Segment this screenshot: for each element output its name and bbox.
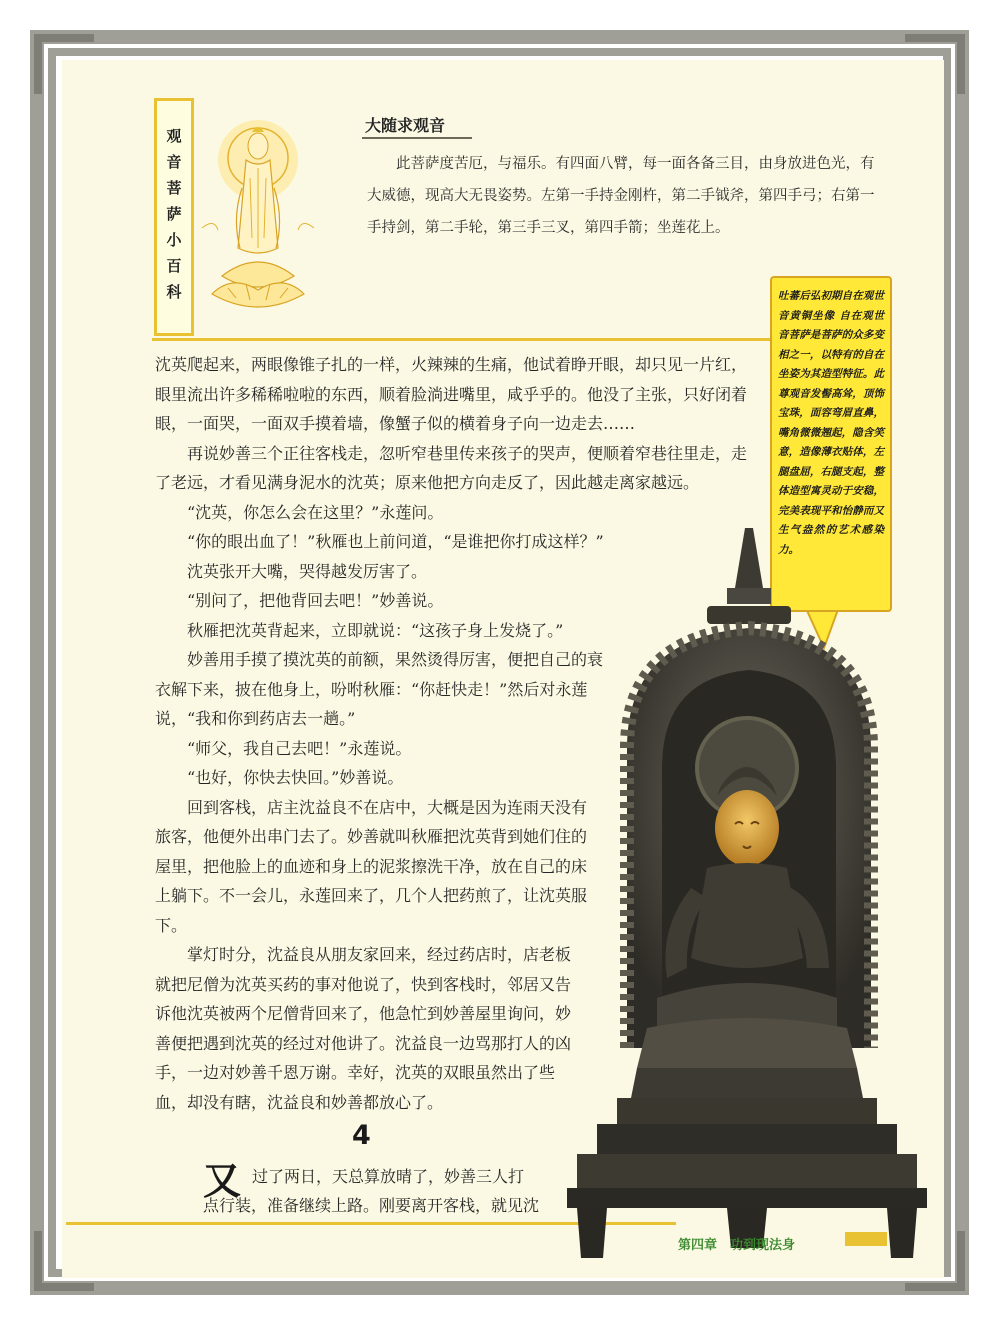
caption-text: 吐蕃后弘初期自在观世音黄铜坐像 自在观世音菩萨是菩萨的众多变相之一，以特有的自在坐姿为其造型特征。此尊观音发髻高耸，顶饰宝珠，面容弯眉直鼻，嘴角微微翘起，隐含笑意，造像薄衣贴体，左腿盘屈，右腿支起，整体造型寓灵动于安稳，完美表现平和怡静而又生气盎然的艺术感染力。 (778, 290, 884, 556)
paragraph: 再说妙善三个正往客栈走，忽听窄巷里传来孩子的哭声，便顺着窄巷往里走，走了老远，才看见满身泥水的沈英；原来他把方向走反了，因此越走离家越远。 (155, 443, 748, 492)
vertical-series-title (154, 98, 194, 336)
title-char: 观 (166, 127, 182, 145)
paragraph: “师父，我自己去吧！”永莲说。 (187, 738, 412, 758)
bronze-avalokiteshvara-statue (567, 528, 947, 1268)
title-char: 百 (166, 257, 182, 275)
chapter-section-number: 4 (352, 1120, 371, 1151)
paragraph-continued: 点行装，准备继续上路。刚要离开客栈，就见沈 (203, 1196, 540, 1215)
paragraph: 秋雁把沈英背起来，立即就说：“这孩子身上发烧了。” (187, 620, 564, 640)
section-title: 大随求观音 (365, 116, 446, 135)
paragraph: “沈英，你怎么会在这里？”永莲问。 (187, 502, 444, 522)
paragraph: 妙善用手摸了摸沈英的前额，果然烫得厉害，便把自己的衰衣解下来，披在他身上，吩咐秋雁：“你赶快走！”然后对永莲说，“我和你到药店去一趟。” (155, 650, 604, 728)
paragraph: “别问了，把他背回去吧！”妙善说。 (187, 591, 444, 610)
title-char: 小 (166, 231, 182, 249)
title-char: 科 (166, 283, 182, 301)
paragraph: 掌灯时分，沈益良从朋友家回来，经过药店时，店老板就把尼僧为沈英买药的事对他说了，快到客栈时，邻居又告诉他沈英被两个尼僧背回来了，他急忙到妙善屋里询问，妙善便把遇到沈英的经过对他讲了。沈益良一边骂那打人的凶手，一边对妙善千恩万谢。幸好，沈英的双眼虽然出了些血，却没有瞎，沈益良和妙善都放心了。 (155, 945, 572, 1112)
footer-accent-bar (845, 1232, 887, 1246)
paragraph: “你的眼出血了！”秋雁也上前问道，“是谁把你打成这样？” (187, 532, 604, 551)
chapter-footer: 第四章 功到现法身 (678, 1238, 796, 1253)
drop-cap: 又 (203, 1158, 242, 1203)
paragraph-continued: 过了两日，天总算放晴了，妙善三人打 (252, 1167, 525, 1186)
title-char: 菩 (166, 179, 182, 197)
title-underline (362, 137, 472, 139)
paragraph: 沈英张开大嘴，哭得越发厉害了。 (187, 561, 428, 581)
title-char: 音 (166, 153, 182, 171)
intro-paragraph: 此菩萨度苦厄，与福乐。有四面八臂，每一面各备三目，由身放进色光，有大威德，现高大无畏姿势。左第一手持金刚杵，第二手钺斧，第四手弓；右第一手持剑，第二手轮，第三手三叉，第四手箭；坐莲花上。 (367, 156, 875, 236)
paragraph: 回到客栈，店主沈益良不在店中，大概是因为连雨天没有旅客，他便外出串门去了。妙善就叫秋雁把沈英背到她们住的屋里，把他脸上的血迹和身上的泥浆擦洗干净，放在自己的床上躺下。不一会儿，永莲回来了，几个人把药煎了，让沈英服下。 (155, 797, 588, 935)
title-char: 萨 (166, 205, 182, 223)
guanyin-illustration (202, 98, 314, 334)
paragraph: 沈英爬起来，两眼像锥子扎的一样，火辣辣的生痛，他试着睁开眼，却只见一片红，眼里流出许多稀稀啦啦的东西，顺着脸淌进嘴里，咸乎乎的。他没了主张，只好闭着眼，一面哭，一面双手摸着墙，像蟹子似的横着身子向一边走去…… (155, 355, 748, 433)
paragraph: “也好，你快去快回。”妙善说。 (187, 768, 404, 787)
divider-top (152, 338, 772, 341)
